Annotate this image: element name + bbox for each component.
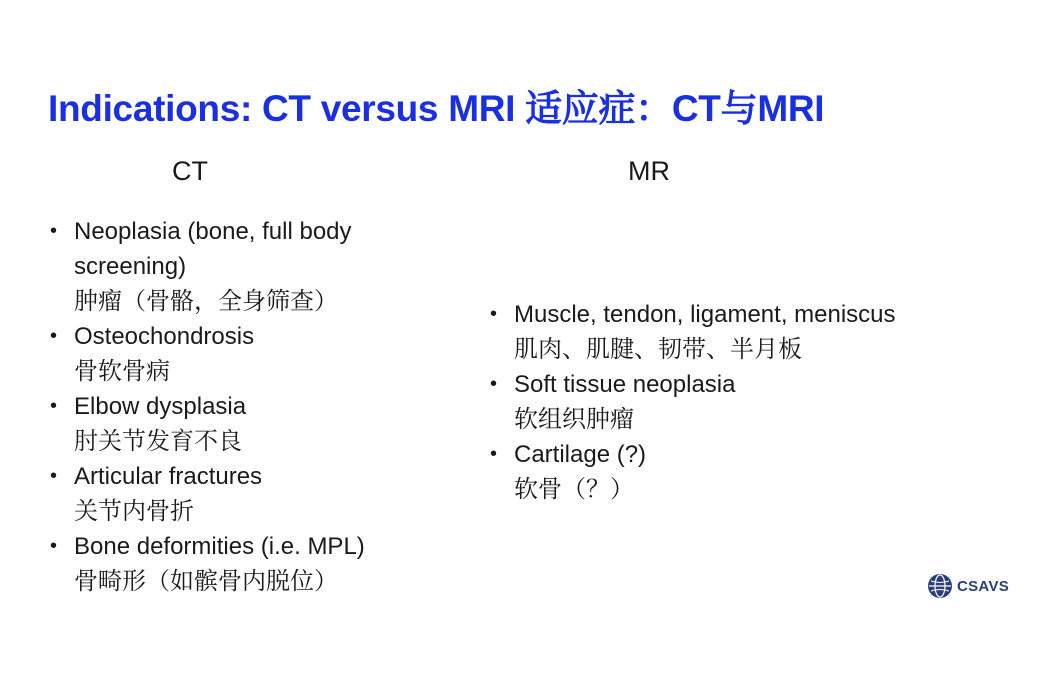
- item-chinese: 骨畸形（如髌骨内脱位）: [74, 567, 338, 595]
- bullet-icon: •: [490, 373, 498, 395]
- item-chinese: 软组织肿瘤: [514, 405, 634, 433]
- item-chinese: 肘关节发育不良: [74, 427, 242, 455]
- item-chinese: 骨软骨病: [74, 357, 170, 385]
- mr-indications-list: [490, 297, 1010, 507]
- bullet-icon: •: [490, 303, 498, 325]
- list-item: [50, 459, 470, 529]
- slide-title: Indications: CT versus MRI 适应症：CT与MRI: [48, 88, 825, 129]
- ct-indications-list: [50, 214, 470, 599]
- bullet-icon: •: [50, 465, 58, 487]
- ct-column-heading: CT: [172, 156, 208, 186]
- item-english: Cartilage (?): [514, 441, 647, 468]
- bullet-icon: •: [490, 443, 498, 465]
- mr-column-heading: MR: [628, 156, 670, 186]
- list-item: [50, 529, 470, 599]
- item-english: Osteochondrosis: [74, 323, 255, 350]
- item-chinese: 肌肉、肌腱、韧带、半月板: [514, 335, 802, 363]
- item-english: Neoplasia (bone, full body screening): [74, 218, 352, 280]
- bullet-icon: •: [50, 535, 58, 557]
- item-english: Articular fractures: [74, 463, 263, 490]
- list-item: [490, 297, 1010, 367]
- bullet-icon: •: [50, 395, 58, 417]
- globe-icon: [928, 574, 952, 598]
- bullet-icon: •: [50, 325, 58, 347]
- list-item: [50, 389, 470, 459]
- logo-text: CSAVS: [957, 577, 1010, 595]
- item-chinese: 软骨（？）: [514, 475, 634, 503]
- list-item: [490, 437, 1010, 507]
- list-item: [50, 319, 470, 389]
- bullet-icon: •: [50, 220, 58, 242]
- csavs-logo: [928, 574, 1009, 598]
- list-item: [490, 367, 1010, 437]
- item-english: Muscle, tendon, ligament, meniscus: [514, 301, 896, 328]
- item-english: Elbow dysplasia: [74, 393, 247, 420]
- item-chinese: 关节内骨折: [74, 497, 194, 525]
- item-chinese: 肿瘤（骨骼，全身筛查）: [74, 287, 338, 315]
- item-english: Soft tissue neoplasia: [514, 371, 736, 398]
- list-item: [50, 214, 470, 319]
- item-english: Bone deformities (i.e. MPL): [74, 533, 365, 560]
